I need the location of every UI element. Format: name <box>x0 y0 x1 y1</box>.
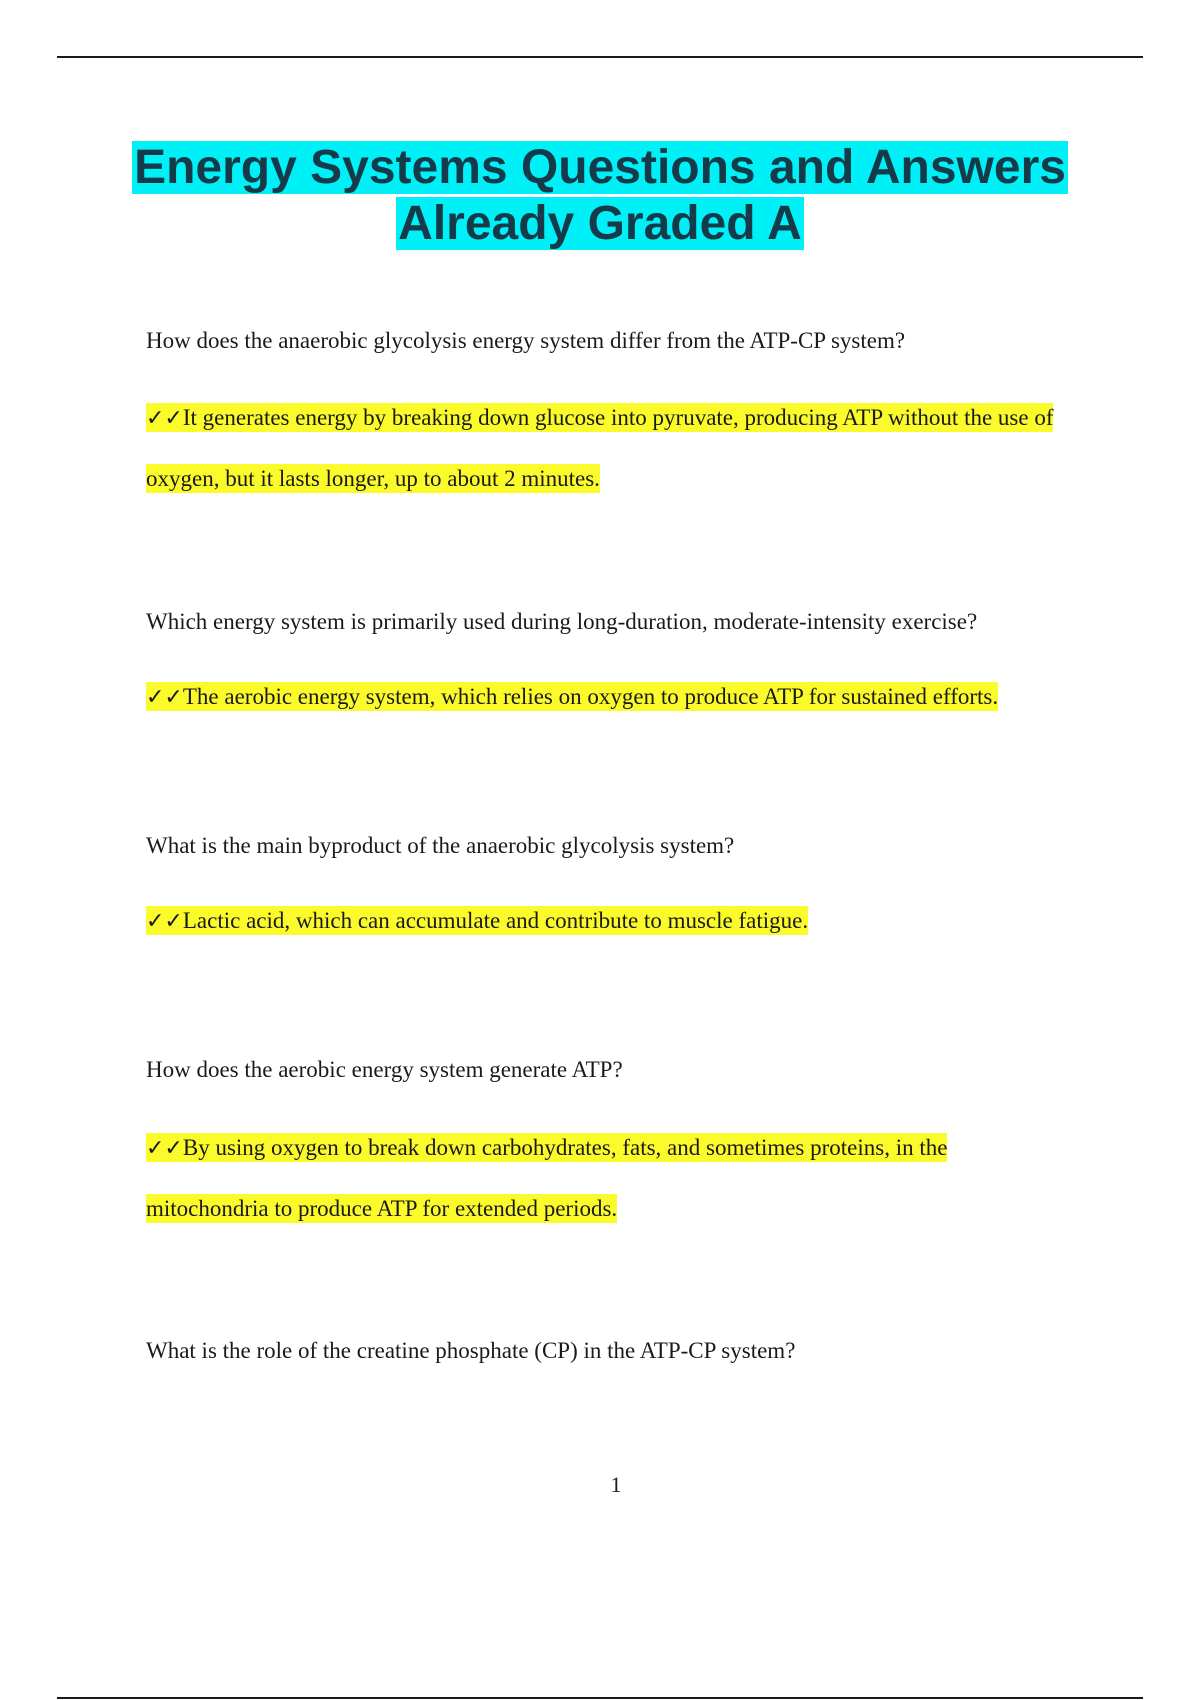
question-1: How does the anaerobic glycolysis energy system differ from the ATP-CP system? <box>146 328 906 353</box>
top-rule <box>57 56 1143 58</box>
answer-2 <box>146 667 1146 728</box>
title-line-2: Already Graded A <box>398 197 802 250</box>
question-2: Which energy system is primarily used during long-duration, moderate-intensity exercise? <box>146 609 978 634</box>
answer-1-text: It generates energy by breaking down glucose into pyruvate, producing ATP without the use of oxygen, but it lasts longer, up to about 2 minutes. <box>146 405 1054 491</box>
check-icon: ✓✓ <box>146 909 183 934</box>
title-line-1: Energy Systems Questions and Answers <box>134 141 1066 194</box>
question-5: What is the role of the creatine phosphate (CP) in the ATP-CP system? <box>146 1338 796 1363</box>
question-3: What is the main byproduct of the anaerobic glycolysis system? <box>146 833 735 858</box>
check-icon: ✓✓ <box>146 1136 183 1161</box>
answer-1 <box>146 388 1086 509</box>
bottom-rule <box>57 1697 1143 1699</box>
answer-4 <box>146 1118 1006 1239</box>
answer-2-text: The aerobic energy system, which relies on oxygen to produce ATP for sustained efforts. <box>182 684 999 709</box>
check-icon: ✓✓ <box>146 406 183 431</box>
answer-4-text: By using oxygen to break down carbohydrates, fats, and sometimes proteins, in the mitochondria to produce ATP for extended periods. <box>146 1135 948 1221</box>
page-number: 1 <box>610 1472 622 1497</box>
answer-3 <box>146 891 1146 952</box>
check-icon: ✓✓ <box>146 685 183 710</box>
document-title <box>100 140 1100 252</box>
answer-3-text: Lactic acid, which can accumulate and contribute to muscle fatigue. <box>182 908 809 933</box>
question-4: How does the aerobic energy system generate ATP? <box>146 1057 623 1082</box>
